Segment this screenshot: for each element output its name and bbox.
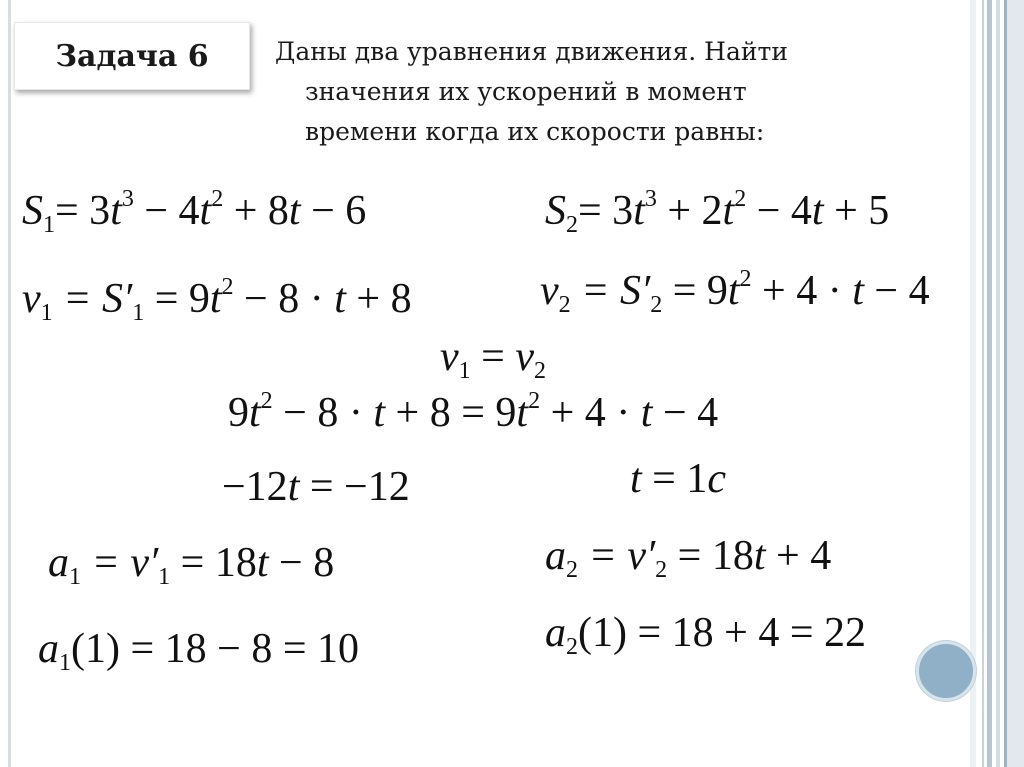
equation-v2: $v_2 = S'_2 = 9t^2 + 4 \cdot t - 4$ xyxy=(540,266,930,318)
title-box xyxy=(14,22,250,90)
equation-a1: $a_1 = v'_1 = 18t - 8$ xyxy=(48,540,335,590)
task-line-2: значения их ускорений в момент xyxy=(305,77,747,106)
equation-a2: $a_2 = v'_2 = 18t + 4$ xyxy=(545,533,832,583)
equation-s1: $S_1= 3t^3 - 4t^2 + 8t - 6$ xyxy=(22,186,367,238)
equation-t-result: t = 1c xyxy=(630,456,727,502)
circle-nav-icon[interactable] xyxy=(916,641,976,701)
equation-a1-value: $a_1(1) = 18 - 8 = 10$ xyxy=(38,626,360,676)
task-description xyxy=(275,32,955,152)
equation-v-equal: $v_1 = v_2$ xyxy=(440,334,546,384)
equation-minus12: −12t = −12 xyxy=(222,464,410,510)
slide-title: Задача 6 xyxy=(55,38,209,74)
equation-a2-value: $a_2(1) = 18 + 4 = 22$ xyxy=(545,610,867,660)
equation-combined: $9t^2 - 8 \cdot t + 8 = 9t^2 + 4 \cdot t - 4$ xyxy=(228,388,719,436)
task-line-3: времени когда их скорости равны: xyxy=(305,117,765,146)
task-line-1: Даны два уравнения движения. Найти xyxy=(275,37,789,66)
frame-right-stripes xyxy=(976,0,1024,767)
frame-left-border xyxy=(8,0,11,767)
equation-s2: $S_2= 3t^3 + 2t^2 - 4t + 5$ xyxy=(545,186,890,238)
equation-v1: $v_1 = S'_1 = 9t^2 - 8 \cdot t + 8$ xyxy=(22,274,412,326)
